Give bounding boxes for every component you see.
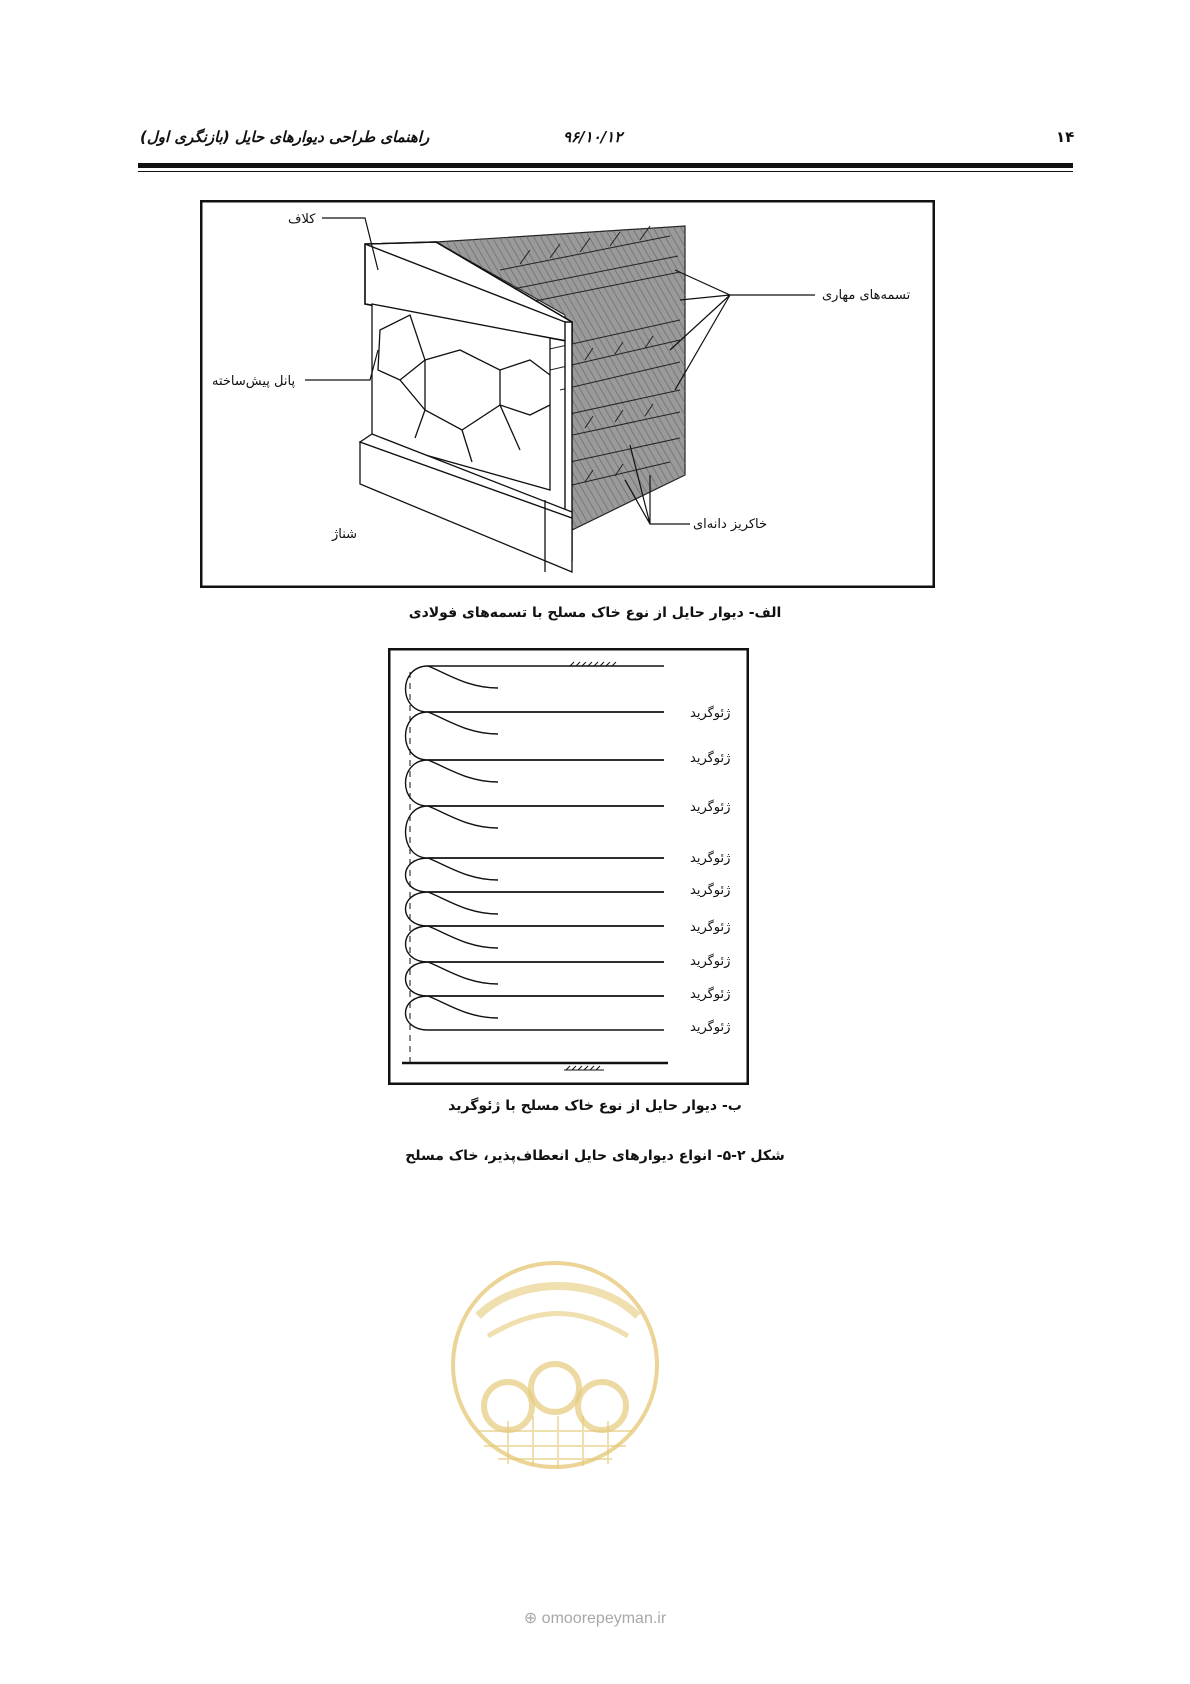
geogrid-label: ژئوگرید [690,800,731,815]
watermark-logo [448,1256,662,1474]
header-title: راهنمای طراحی دیوارهای حایل (بازنگری اول) [140,128,430,146]
watermark-url-text: omoorepeyman.ir [541,1610,667,1627]
geogrid-label: ژئوگرید [690,954,731,969]
figure-b-diagram [388,648,749,1085]
figure-a-diagram [200,200,935,588]
header-date: ۹۶/۱۰/۱۲ [563,128,623,146]
figure-a-caption: الف- دیوار حایل از نوع خاک مسلح با تسمه‌های فولادی [408,605,782,621]
geogrid-label: ژئوگرید [690,883,731,898]
header-rule-thin [138,171,1073,172]
label-shenaj: شناژ [332,527,358,542]
geogrid-label: ژئوگرید [690,1020,731,1035]
label-panel: پانل پیش‌ساخته [212,374,296,389]
page-number: ۱۴ [1056,128,1075,146]
watermark-url: ⊕ omoorepeyman.ir [523,1610,667,1627]
figure-main-caption: شکل ۲-۵- انواع دیوارهای حایل انعطاف‌پذیر، خاک مسلح [405,1148,785,1164]
geogrid-label: ژئوگرید [690,751,731,766]
geogrid-label: ژئوگرید [690,920,731,935]
geogrid-label: ژئوگرید [690,987,731,1002]
label-tasmeh: تسمه‌های مهاری [822,288,911,303]
label-khakriz: خاکریز دانه‌ای [693,517,768,532]
figure-b-caption: ب- دیوار حایل از نوع خاک مسلح با ژئوگرید [448,1098,742,1114]
geogrid-label: ژئوگرید [690,706,731,721]
header-rule-thick [138,163,1073,168]
label-kalaf: کلاف [288,212,316,227]
geogrid-label: ژئوگرید [690,851,731,866]
